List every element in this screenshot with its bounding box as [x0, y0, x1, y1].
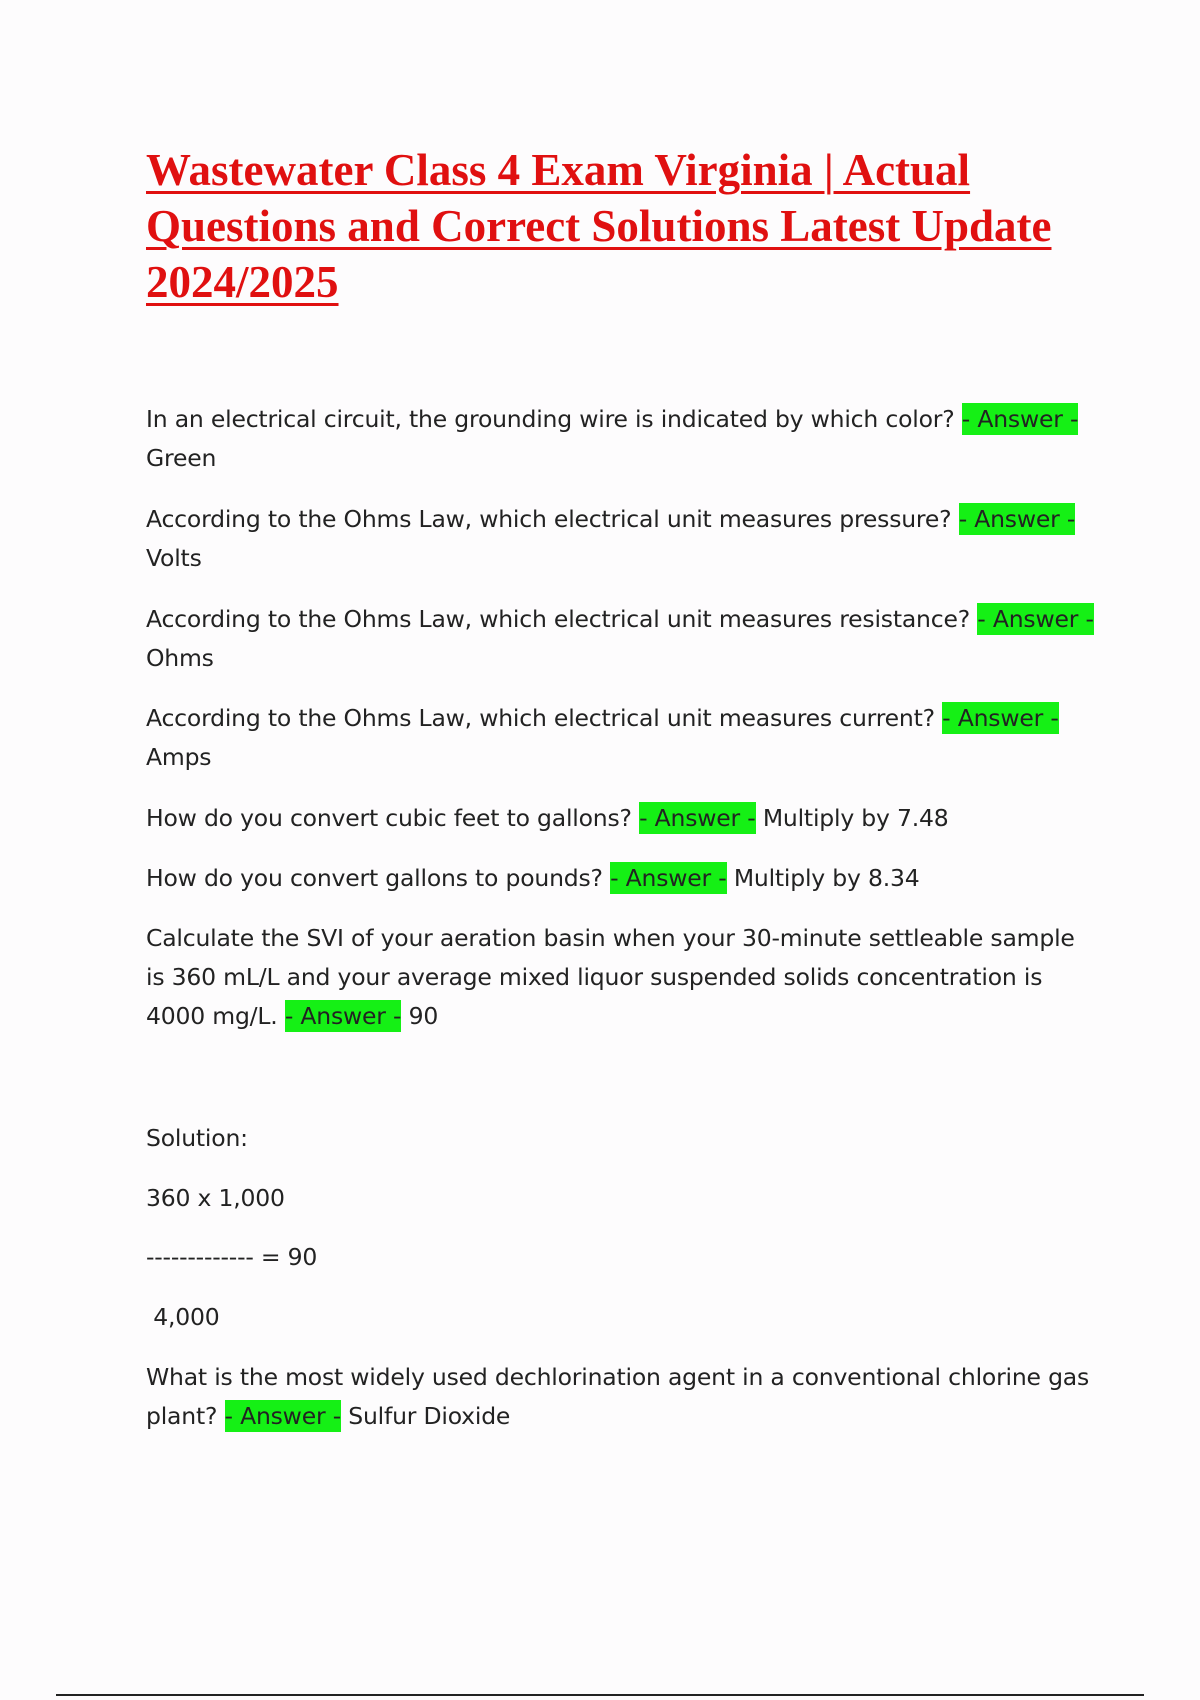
- answer-marker: - Answer -: [977, 605, 1094, 633]
- question-text: What is the most widely used dechlorination agent in a conventional chlorine gas plant?: [146, 1363, 1090, 1430]
- document-title: Wastewater Class 4 Exam Virginia | Actual Questions and Correct Solutions Latest Update 2024/2025: [146, 145, 1052, 307]
- answer-marker: - Answer -: [224, 1402, 341, 1430]
- qa-item: [146, 919, 1091, 1036]
- question-text: According to the Ohms Law, which electrical unit measures resistance?: [146, 605, 971, 633]
- question-text: According to the Ohms Law, which electrical unit measures pressure?: [146, 505, 952, 533]
- qa-item: [146, 699, 1096, 777]
- answer-marker: - Answer -: [961, 405, 1079, 433]
- footer-rule: [56, 1694, 1144, 1696]
- qa-item: [146, 500, 1096, 578]
- question-text: In an electrical circuit, the grounding wire is indicated by which color?: [146, 405, 955, 433]
- question-text: How do you convert gallons to pounds?: [146, 864, 603, 892]
- answer-text: Ohms: [146, 644, 214, 672]
- qa-item: [146, 799, 1096, 838]
- answer-text: Multiply by 7.48: [762, 804, 949, 832]
- answer-marker: - Answer -: [284, 1002, 402, 1030]
- qa-item: [146, 859, 1096, 898]
- answer-text: Sulfur Dioxide: [348, 1402, 511, 1430]
- answer-text: Amps: [146, 743, 212, 771]
- qa-item: [146, 400, 1096, 478]
- answer-marker: - Answer -: [639, 804, 756, 832]
- answer-marker: - Answer -: [942, 704, 1059, 732]
- solution-label: Solution:: [146, 1124, 248, 1152]
- answer-text: Volts: [146, 544, 202, 572]
- qa-item: [146, 1358, 1091, 1436]
- question-text: Calculate the SVI of your aeration basin when your 30-minute settleable sample is 360 mL/L and your average mixed liquor suspended solids concentration is 4000 mg/L.: [146, 924, 1075, 1030]
- answer-text: Multiply by 8.34: [733, 864, 920, 892]
- solution-fraction-line: ------------- = 90: [146, 1243, 318, 1271]
- solution-numerator: 360 x 1,000: [146, 1184, 285, 1212]
- question-text: According to the Ohms Law, which electrical unit measures current?: [146, 704, 935, 732]
- answer-text: 90: [408, 1002, 439, 1030]
- answer-marker: - Answer -: [610, 864, 727, 892]
- answer-marker: - Answer -: [958, 505, 1076, 533]
- qa-item: [146, 600, 1096, 678]
- answer-text: Green: [146, 444, 217, 472]
- solution-denominator: 4,000: [146, 1303, 220, 1331]
- question-text: How do you convert cubic feet to gallons?: [146, 804, 632, 832]
